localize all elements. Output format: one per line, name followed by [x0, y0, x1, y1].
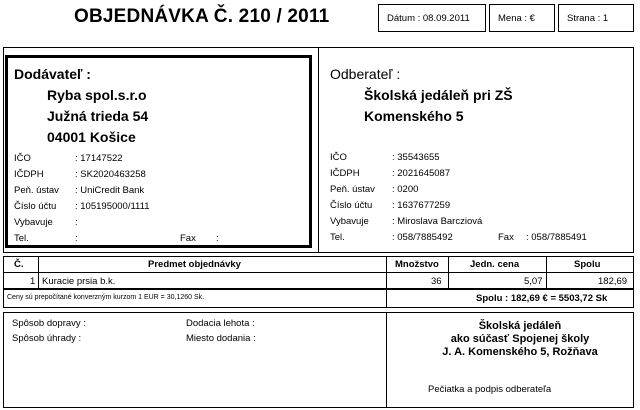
col-divider-item [386, 256, 387, 289]
supplier-tel-value: : [75, 233, 78, 244]
row-qty: 36 [431, 276, 442, 287]
supplier-ico-label: IČO [14, 153, 31, 164]
customer-ico-label: IČO [330, 152, 347, 163]
customer-tel-label: Tel. [330, 232, 345, 243]
footer-divider [386, 312, 387, 408]
supplier-icdph-value: : SK2020463258 [75, 169, 146, 180]
customer-account-label: Číslo účtu [330, 200, 373, 211]
supplier-name: Ryba spol.s.r.o [47, 87, 147, 103]
customer-contact-label: Vybavuje [330, 216, 369, 227]
signature-label: Pečiatka a podpis odberateľa [428, 384, 552, 395]
customer-icdph-value: : 2021645087 [392, 168, 451, 179]
table-header-rule [3, 272, 634, 273]
supplier-street: Južná trieda 54 [47, 108, 149, 124]
currency: Mena : € [498, 13, 535, 24]
col-header-num: Č. [14, 259, 24, 270]
grand-total: Spolu : 182,69 € = 5503,72 Sk [476, 293, 608, 304]
row-unit-price: 5,07 [524, 276, 543, 287]
supplier-city: 04001 Košice [47, 129, 136, 145]
payment-label: Spôsob úhrady : [12, 333, 82, 344]
customer-fax-value: : 058/7885491 [526, 232, 587, 243]
delivery-term-label: Dodacia lehota : [186, 318, 255, 329]
customer-ico-value: : 35543655 [392, 152, 440, 163]
customer-fax-label: Fax [498, 232, 514, 243]
customer-contact-value: : Miroslava Barcziová [392, 216, 483, 227]
stamp-line-3: J. A. Komenského 5, Rožňava [442, 346, 598, 358]
col-header-item: Predmet objednávky [148, 259, 241, 270]
supplier-bank-label: Peň. ústav [14, 185, 59, 196]
customer-bank-value: : 0200 [392, 184, 419, 195]
customer-bank-label: Peň. ústav [330, 184, 375, 195]
supplier-account-value: : 105195000/1111 [75, 201, 150, 212]
currency-box [489, 4, 555, 32]
supplier-contact-value: : [75, 217, 78, 228]
customer-name: Školská jedáleň pri ZŠ [364, 87, 513, 103]
order-title: OBJEDNÁVKA Č. 210 / 2011 [74, 6, 330, 27]
row-num: 1 [30, 276, 36, 287]
col-header-total: Spolu [574, 259, 601, 270]
parties-divider [318, 47, 319, 253]
supplier-icdph-label: IČDPH [14, 169, 44, 180]
stamp-line-1: Školská jedáleň [478, 320, 562, 332]
supplier-contact-label: Vybavuje [14, 217, 53, 228]
total-bar-divider [386, 289, 387, 308]
customer-tel-value: : 058/7885492 [392, 232, 453, 243]
customer-street: Komenského 5 [364, 108, 464, 124]
stamp-line-2: ako súčasť Spojenej školy [450, 333, 590, 345]
customer-icdph-label: IČDPH [330, 168, 360, 179]
conversion-rate-note: Ceny sú prepočítané konverzným kurzom 1 EUR = 30,1260 Sk. [7, 294, 205, 301]
page-box [558, 4, 634, 32]
col-header-qty: Množstvo [395, 259, 439, 270]
col-divider-price [546, 256, 547, 289]
row-item: Kuracie prsia b.k. [42, 276, 116, 287]
supplier-account-label: Číslo účtu [14, 201, 57, 212]
customer-stamp [420, 320, 620, 358]
supplier-ico-value: : 17147522 [75, 153, 123, 164]
col-header-unit-price: Jedn. cena [470, 259, 520, 270]
customer-account-value: : 1637677259 [392, 200, 451, 211]
supplier-box [5, 55, 312, 248]
delivery-place-label: Miesto dodania : [186, 333, 256, 344]
supplier-heading: Dodávateľ : [14, 66, 91, 82]
customer-heading: Odberateľ : [330, 66, 401, 82]
supplier-bank-value: : UniCredit Bank [75, 185, 145, 196]
order-date: Dátum : 08.09.2011 [387, 13, 470, 24]
date-box [378, 4, 486, 32]
page-number: Strana : 1 [567, 13, 609, 24]
transport-label: Spôsob dopravy : [12, 318, 86, 329]
col-divider-num [38, 256, 39, 289]
supplier-fax-value: : [216, 233, 219, 244]
supplier-tel-label: Tel. [14, 233, 29, 244]
col-divider-qty [448, 256, 449, 289]
supplier-fax-label: Fax [180, 233, 196, 244]
row-total: 182,69 [598, 276, 628, 287]
